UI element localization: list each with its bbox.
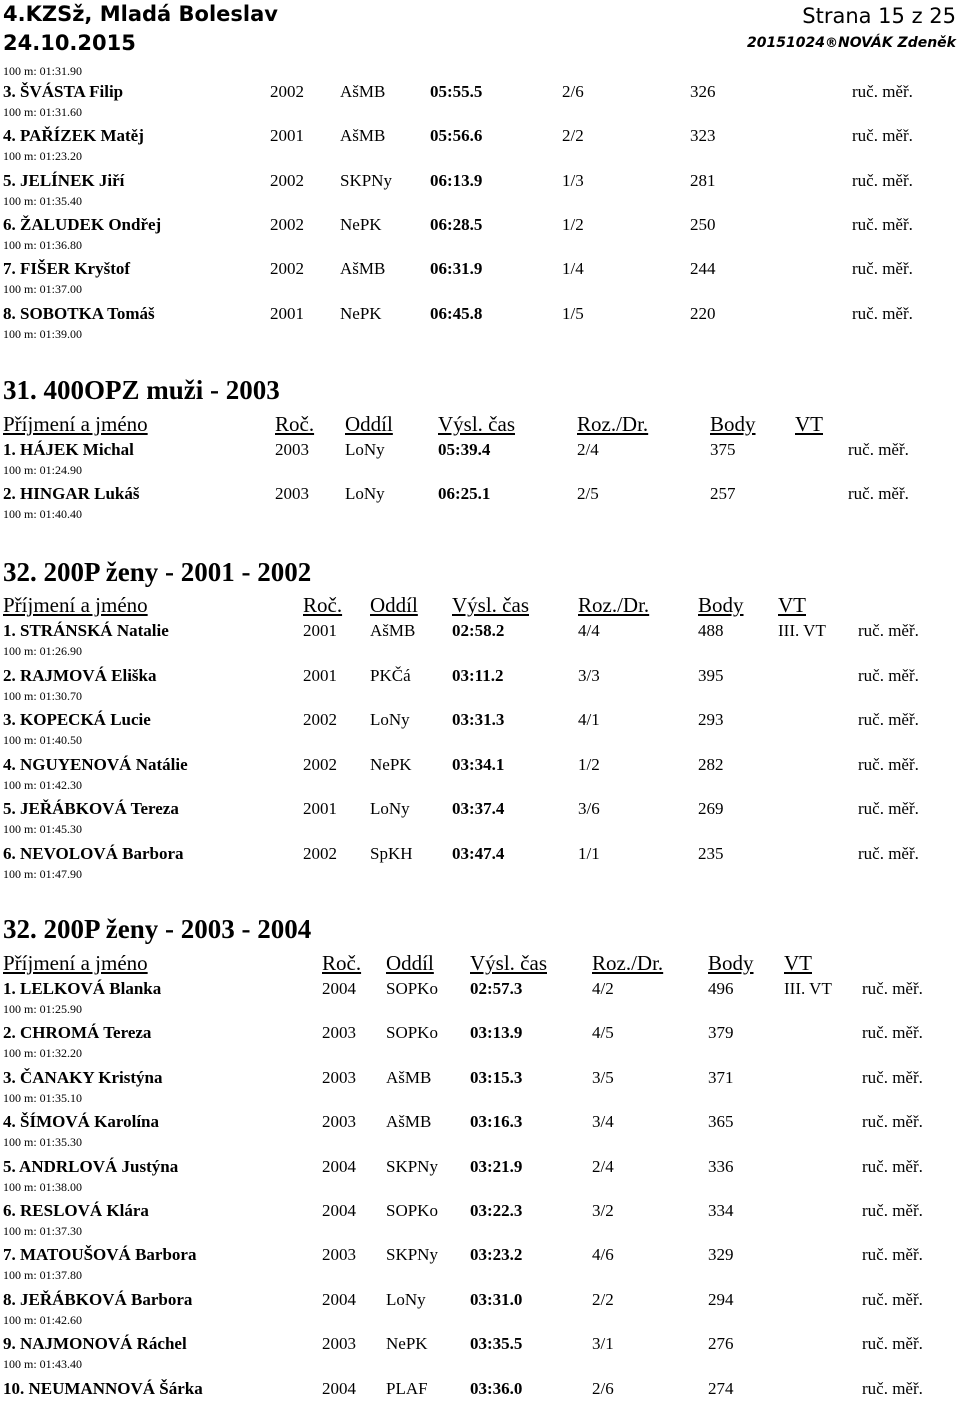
cell-rd: 4/5 <box>592 1023 614 1042</box>
cell-meas: ruč. měř. <box>862 1023 923 1042</box>
cell-pts: 269 <box>698 799 724 818</box>
result-row <box>0 82 960 106</box>
cell-pts: 276 <box>708 1334 734 1353</box>
result-row <box>0 1379 960 1403</box>
athlete-name: 3. KOPECKÁ Lucie <box>3 710 151 729</box>
cell-club: SOPKo <box>386 1201 438 1220</box>
cell-time: 05:56.6 <box>430 126 483 145</box>
cell-meas: ruč. měř. <box>858 755 919 774</box>
athlete-name: 8. SOBOTKA Tomáš <box>3 304 155 323</box>
page-header <box>0 0 960 60</box>
cell-club: SKPNy <box>386 1245 438 1264</box>
cell-meas: ruč. měř. <box>858 844 919 863</box>
split-time: 100 m: 01:40.40 <box>3 507 83 521</box>
cell-rd: 2/5 <box>577 484 599 503</box>
cell-pts: 375 <box>710 440 736 459</box>
cell-pts: 496 <box>708 979 734 998</box>
cell-meas: ruč. měř. <box>862 1379 923 1398</box>
result-row <box>0 755 960 779</box>
header-pts: Body <box>708 951 754 975</box>
cell-time: 05:55.5 <box>430 82 483 101</box>
split-time: 100 m: 01:47.90 <box>3 867 83 881</box>
cell-time: 03:16.3 <box>470 1112 523 1131</box>
cell-pts: 274 <box>708 1379 734 1398</box>
cell-meas: ruč. měř. <box>862 1201 923 1220</box>
header-vt: VT <box>784 951 812 975</box>
athlete-name: 6. ŽALUDEK Ondřej <box>3 215 162 234</box>
cell-time: 06:45.8 <box>430 304 483 323</box>
result-row <box>0 259 960 283</box>
split-time: 100 m: 01:30.70 <box>3 689 83 703</box>
athlete-name: 5. ANDRLOVÁ Justýna <box>3 1157 179 1176</box>
cell-time: 06:31.9 <box>430 259 483 278</box>
header-name: Příjmení a jméno <box>3 951 148 975</box>
result-row <box>0 1245 960 1269</box>
cell-club: SKPNy <box>386 1157 438 1176</box>
cell-year: 2001 <box>303 799 337 818</box>
cell-pts: 282 <box>698 755 724 774</box>
cell-pts: 336 <box>708 1157 734 1176</box>
athlete-name: 6. RESLOVÁ Klára <box>3 1201 149 1220</box>
cell-year: 2004 <box>322 979 356 998</box>
athlete-name: 2. HINGAR Lukáš <box>3 484 140 503</box>
header-pts: Body <box>698 593 744 617</box>
cell-meas: ruč. měř. <box>852 171 913 190</box>
athlete-name: 5. JELÍNEK Jiří <box>3 171 125 190</box>
cell-pts: 244 <box>690 259 716 278</box>
athlete-name: 1. LELKOVÁ Blanka <box>3 979 162 998</box>
result-row <box>0 1023 960 1047</box>
athlete-name: 2. CHROMÁ Tereza <box>3 1023 152 1042</box>
athlete-name: 7. FIŠER Kryštof <box>3 259 131 278</box>
cell-rd: 4/6 <box>592 1245 614 1264</box>
split-time: 100 m: 01:25.90 <box>3 1002 83 1016</box>
cell-club: NePK <box>370 755 412 774</box>
cell-rd: 3/3 <box>578 666 600 685</box>
cell-rd: 2/2 <box>562 126 584 145</box>
cell-meas: ruč. měř. <box>858 621 919 640</box>
cell-year: 2003 <box>275 484 309 503</box>
cell-time: 06:28.5 <box>430 215 483 234</box>
cell-pts: 488 <box>698 621 724 640</box>
result-row <box>0 621 960 645</box>
cell-meas: ruč. měř. <box>858 666 919 685</box>
athlete-name: 6. NEVOLOVÁ Barbora <box>3 844 184 863</box>
cell-time: 03:22.3 <box>470 1201 523 1220</box>
cell-year: 2002 <box>270 215 304 234</box>
cell-year: 2002 <box>270 82 304 101</box>
cell-pts: 365 <box>708 1112 734 1131</box>
cell-time: 03:13.9 <box>470 1023 523 1042</box>
cell-time: 03:47.4 <box>452 844 505 863</box>
header-club: Oddíl <box>370 593 418 617</box>
document-code-prefix: 20151024 <box>747 35 825 51</box>
cell-meas: ruč. měř. <box>852 215 913 234</box>
cell-pts: 395 <box>698 666 724 685</box>
header-rd: Roz./Dr. <box>592 951 664 975</box>
cell-meas: ruč. měř. <box>862 1245 923 1264</box>
result-row <box>0 1290 960 1314</box>
result-row <box>0 1112 960 1136</box>
cell-club: PLAF <box>386 1379 428 1398</box>
cell-pts: 257 <box>710 484 736 503</box>
cell-time: 03:23.2 <box>470 1245 523 1264</box>
table-header <box>0 593 960 619</box>
result-row <box>0 215 960 239</box>
cell-club: LoNy <box>345 440 385 459</box>
cell-club: PKČá <box>370 666 411 685</box>
cell-meas: ruč. měř. <box>862 1290 923 1309</box>
cell-year: 2001 <box>270 126 304 145</box>
cell-meas: ruč. měř. <box>848 484 909 503</box>
cell-year: 2003 <box>322 1023 356 1042</box>
header-year: Roč. <box>303 593 343 617</box>
page-number: Strana 15 z 25 <box>802 4 956 28</box>
cell-rd: 1/5 <box>562 304 584 323</box>
header-name: Příjmení a jméno <box>3 593 148 617</box>
athlete-name: 9. NAJMONOVÁ Ráchel <box>3 1334 187 1353</box>
cell-rd: 3/1 <box>592 1334 614 1353</box>
cell-meas: ruč. měř. <box>858 710 919 729</box>
cell-rd: 2/2 <box>592 1290 614 1309</box>
header-year: Roč. <box>322 951 362 975</box>
header-pts: Body <box>710 412 756 436</box>
split-time: 100 m: 01:40.50 <box>3 733 83 747</box>
split-time: 100 m: 01:35.40 <box>3 194 83 208</box>
result-row <box>0 126 960 150</box>
cell-pts: 250 <box>690 215 716 234</box>
cell-year: 2004 <box>322 1201 356 1220</box>
cell-meas: ruč. měř. <box>862 1112 923 1131</box>
cell-club: LoNy <box>345 484 385 503</box>
cell-pts: 294 <box>708 1290 734 1309</box>
cell-club: AšMB <box>340 259 386 278</box>
athlete-name: 4. NGUYENOVÁ Natálie <box>3 755 188 774</box>
cell-pts: 329 <box>708 1245 734 1264</box>
cell-pts: 220 <box>690 304 716 323</box>
cell-time: 03:36.0 <box>470 1379 523 1398</box>
athlete-name: 7. MATOUŠOVÁ Barbora <box>3 1245 197 1264</box>
cell-time: 03:11.2 <box>452 666 504 685</box>
cell-year: 2003 <box>322 1112 356 1131</box>
section-title: 31. 400OPZ muži - 2003 <box>3 375 280 405</box>
result-row <box>0 1334 960 1358</box>
split-time: 100 m: 01:37.00 <box>3 282 83 296</box>
cell-vt: III. VT <box>784 979 832 998</box>
cell-pts: 326 <box>690 82 716 101</box>
result-row <box>0 440 960 464</box>
cell-year: 2001 <box>303 666 337 685</box>
cell-club: AšMB <box>386 1068 432 1087</box>
athlete-name: 3. ŠVÁSTA Filip <box>3 82 124 101</box>
split-time: 100 m: 01:36.80 <box>3 238 83 252</box>
header-year: Roč. <box>275 412 315 436</box>
cell-year: 2001 <box>303 621 337 640</box>
cell-meas: ruč. měř. <box>852 304 913 323</box>
cell-rd: 1/3 <box>562 171 584 190</box>
header-vt: VT <box>778 593 806 617</box>
cell-club: LoNy <box>370 799 410 818</box>
cell-time: 03:31.0 <box>470 1290 523 1309</box>
cell-pts: 379 <box>708 1023 734 1042</box>
cell-club: LoNy <box>370 710 410 729</box>
result-row <box>0 710 960 734</box>
cell-meas: ruč. měř. <box>852 82 913 101</box>
cell-time: 06:25.1 <box>438 484 491 503</box>
athlete-name: 5. JEŘÁBKOVÁ Tereza <box>3 799 179 818</box>
cell-rd: 2/6 <box>592 1379 614 1398</box>
table-header <box>0 951 960 977</box>
document-code <box>747 35 956 51</box>
cell-club: SKPNy <box>340 171 392 190</box>
header-time: Výsl. čas <box>470 951 547 975</box>
cell-time: 03:34.1 <box>452 755 505 774</box>
split-time: 100 m: 01:32.20 <box>3 1046 83 1060</box>
table-header <box>0 412 960 438</box>
split-time: 100 m: 01:23.20 <box>3 149 83 163</box>
split-time: 100 m: 01:26.90 <box>3 644 83 658</box>
cell-year: 2002 <box>303 710 337 729</box>
result-row <box>0 666 960 690</box>
cell-meas: ruč. měř. <box>852 126 913 145</box>
split-time: 100 m: 01:45.30 <box>3 822 83 836</box>
split-time: 100 m: 01:31.60 <box>3 105 83 119</box>
cell-time: 03:35.5 <box>470 1334 523 1353</box>
athlete-name: 2. RAJMOVÁ Eliška <box>3 666 157 685</box>
cell-year: 2003 <box>275 440 309 459</box>
cell-pts: 323 <box>690 126 716 145</box>
split-time: 100 m: 01:37.80 <box>3 1268 83 1282</box>
cell-club: AšMB <box>340 126 386 145</box>
cell-rd: 3/6 <box>578 799 600 818</box>
cell-rd: 1/2 <box>562 215 584 234</box>
cell-time: 03:37.4 <box>452 799 505 818</box>
result-row <box>0 799 960 823</box>
cell-club: AšMB <box>370 621 416 640</box>
athlete-name: 3. ČANAKY Kristýna <box>3 1068 163 1087</box>
result-row <box>0 844 960 868</box>
cell-year: 2002 <box>303 844 337 863</box>
athlete-name: 10. NEUMANNOVÁ Šárka <box>3 1379 203 1398</box>
header-rd: Roz./Dr. <box>577 412 649 436</box>
cell-year: 2003 <box>322 1245 356 1264</box>
split-time: 100 m: 01:31.90 <box>3 64 83 78</box>
cell-time: 06:13.9 <box>430 171 483 190</box>
section-title: 32. 200P ženy - 2001 - 2002 <box>3 557 312 587</box>
cell-meas: ruč. měř. <box>862 1068 923 1087</box>
cell-rd: 3/5 <box>592 1068 614 1087</box>
competition-name: 4.KZSž, Mladá Boleslav <box>3 2 278 26</box>
cell-rd: 3/4 <box>592 1112 614 1131</box>
split-time: 100 m: 01:35.30 <box>3 1135 83 1149</box>
cell-time: 05:39.4 <box>438 440 491 459</box>
split-time: 100 m: 01:38.00 <box>3 1180 83 1194</box>
cell-pts: 281 <box>690 171 716 190</box>
result-row <box>0 1068 960 1092</box>
cell-rd: 2/6 <box>562 82 584 101</box>
header-rd: Roz./Dr. <box>578 593 650 617</box>
header-vt: VT <box>795 412 823 436</box>
split-time: 100 m: 01:35.10 <box>3 1091 83 1105</box>
athlete-name: 1. HÁJEK Michal <box>3 440 134 459</box>
cell-year: 2004 <box>322 1290 356 1309</box>
cell-rd: 1/4 <box>562 259 584 278</box>
split-time: 100 m: 01:39.00 <box>3 327 83 341</box>
split-time: 100 m: 01:37.30 <box>3 1224 83 1238</box>
cell-club: AšMB <box>386 1112 432 1131</box>
athlete-name: 8. JEŘÁBKOVÁ Barbora <box>3 1290 193 1309</box>
document-author: NOVÁK Zdeněk <box>837 35 956 51</box>
athlete-name: 4. PAŘÍZEK Matěj <box>3 126 144 145</box>
cell-rd: 4/2 <box>592 979 614 998</box>
cell-rd: 2/4 <box>577 440 599 459</box>
cell-year: 2003 <box>322 1334 356 1353</box>
cell-club: NePK <box>340 304 382 323</box>
split-time: 100 m: 01:24.90 <box>3 463 83 477</box>
header-club: Oddíl <box>386 951 434 975</box>
cell-time: 03:21.9 <box>470 1157 523 1176</box>
result-row <box>0 484 960 508</box>
cell-rd: 4/4 <box>578 621 600 640</box>
cell-meas: ruč. měř. <box>848 440 909 459</box>
cell-club: LoNy <box>386 1290 426 1309</box>
cell-pts: 334 <box>708 1201 734 1220</box>
cell-year: 2004 <box>322 1157 356 1176</box>
registered-mark: ® <box>824 36 838 51</box>
cell-club: AšMB <box>340 82 386 101</box>
cell-rd: 4/1 <box>578 710 600 729</box>
cell-club: SOPKo <box>386 1023 438 1042</box>
result-row <box>0 1157 960 1181</box>
split-time: 100 m: 01:43.40 <box>3 1357 83 1371</box>
cell-meas: ruč. měř. <box>862 1157 923 1176</box>
cell-meas: ruč. měř. <box>852 259 913 278</box>
cell-club: NePK <box>386 1334 428 1353</box>
cell-year: 2002 <box>270 171 304 190</box>
result-row <box>0 979 960 1003</box>
cell-year: 2002 <box>270 259 304 278</box>
cell-pts: 235 <box>698 844 724 863</box>
cell-year: 2001 <box>270 304 304 323</box>
cell-time: 02:57.3 <box>470 979 523 998</box>
cell-club: SOPKo <box>386 979 438 998</box>
cell-club: NePK <box>340 215 382 234</box>
result-row <box>0 171 960 195</box>
cell-time: 03:15.3 <box>470 1068 523 1087</box>
header-time: Výsl. čas <box>438 412 515 436</box>
cell-meas: ruč. měř. <box>858 799 919 818</box>
athlete-name: 1. STRÁNSKÁ Natalie <box>3 621 169 640</box>
cell-rd: 1/2 <box>578 755 600 774</box>
header-club: Oddíl <box>345 412 393 436</box>
cell-pts: 371 <box>708 1068 734 1087</box>
cell-rd: 2/4 <box>592 1157 614 1176</box>
cell-year: 2004 <box>322 1379 356 1398</box>
cell-vt: III. VT <box>778 621 826 640</box>
cell-year: 2002 <box>303 755 337 774</box>
split-time: 100 m: 01:42.30 <box>3 778 83 792</box>
cell-time: 02:58.2 <box>452 621 505 640</box>
cell-meas: ruč. měř. <box>862 979 923 998</box>
competition-date: 24.10.2015 <box>3 31 136 55</box>
cell-club: SpKH <box>370 844 413 863</box>
cell-year: 2003 <box>322 1068 356 1087</box>
cell-time: 03:31.3 <box>452 710 505 729</box>
result-row <box>0 304 960 328</box>
split-time: 100 m: 01:42.60 <box>3 1313 83 1327</box>
cell-pts: 293 <box>698 710 724 729</box>
result-row <box>0 1201 960 1225</box>
header-time: Výsl. čas <box>452 593 529 617</box>
section-title: 32. 200P ženy - 2003 - 2004 <box>3 914 312 944</box>
cell-rd: 1/1 <box>578 844 600 863</box>
athlete-name: 4. ŠÍMOVÁ Karolína <box>3 1112 160 1131</box>
cell-meas: ruč. měř. <box>862 1334 923 1353</box>
header-name: Příjmení a jméno <box>3 412 148 436</box>
cell-rd: 3/2 <box>592 1201 614 1220</box>
